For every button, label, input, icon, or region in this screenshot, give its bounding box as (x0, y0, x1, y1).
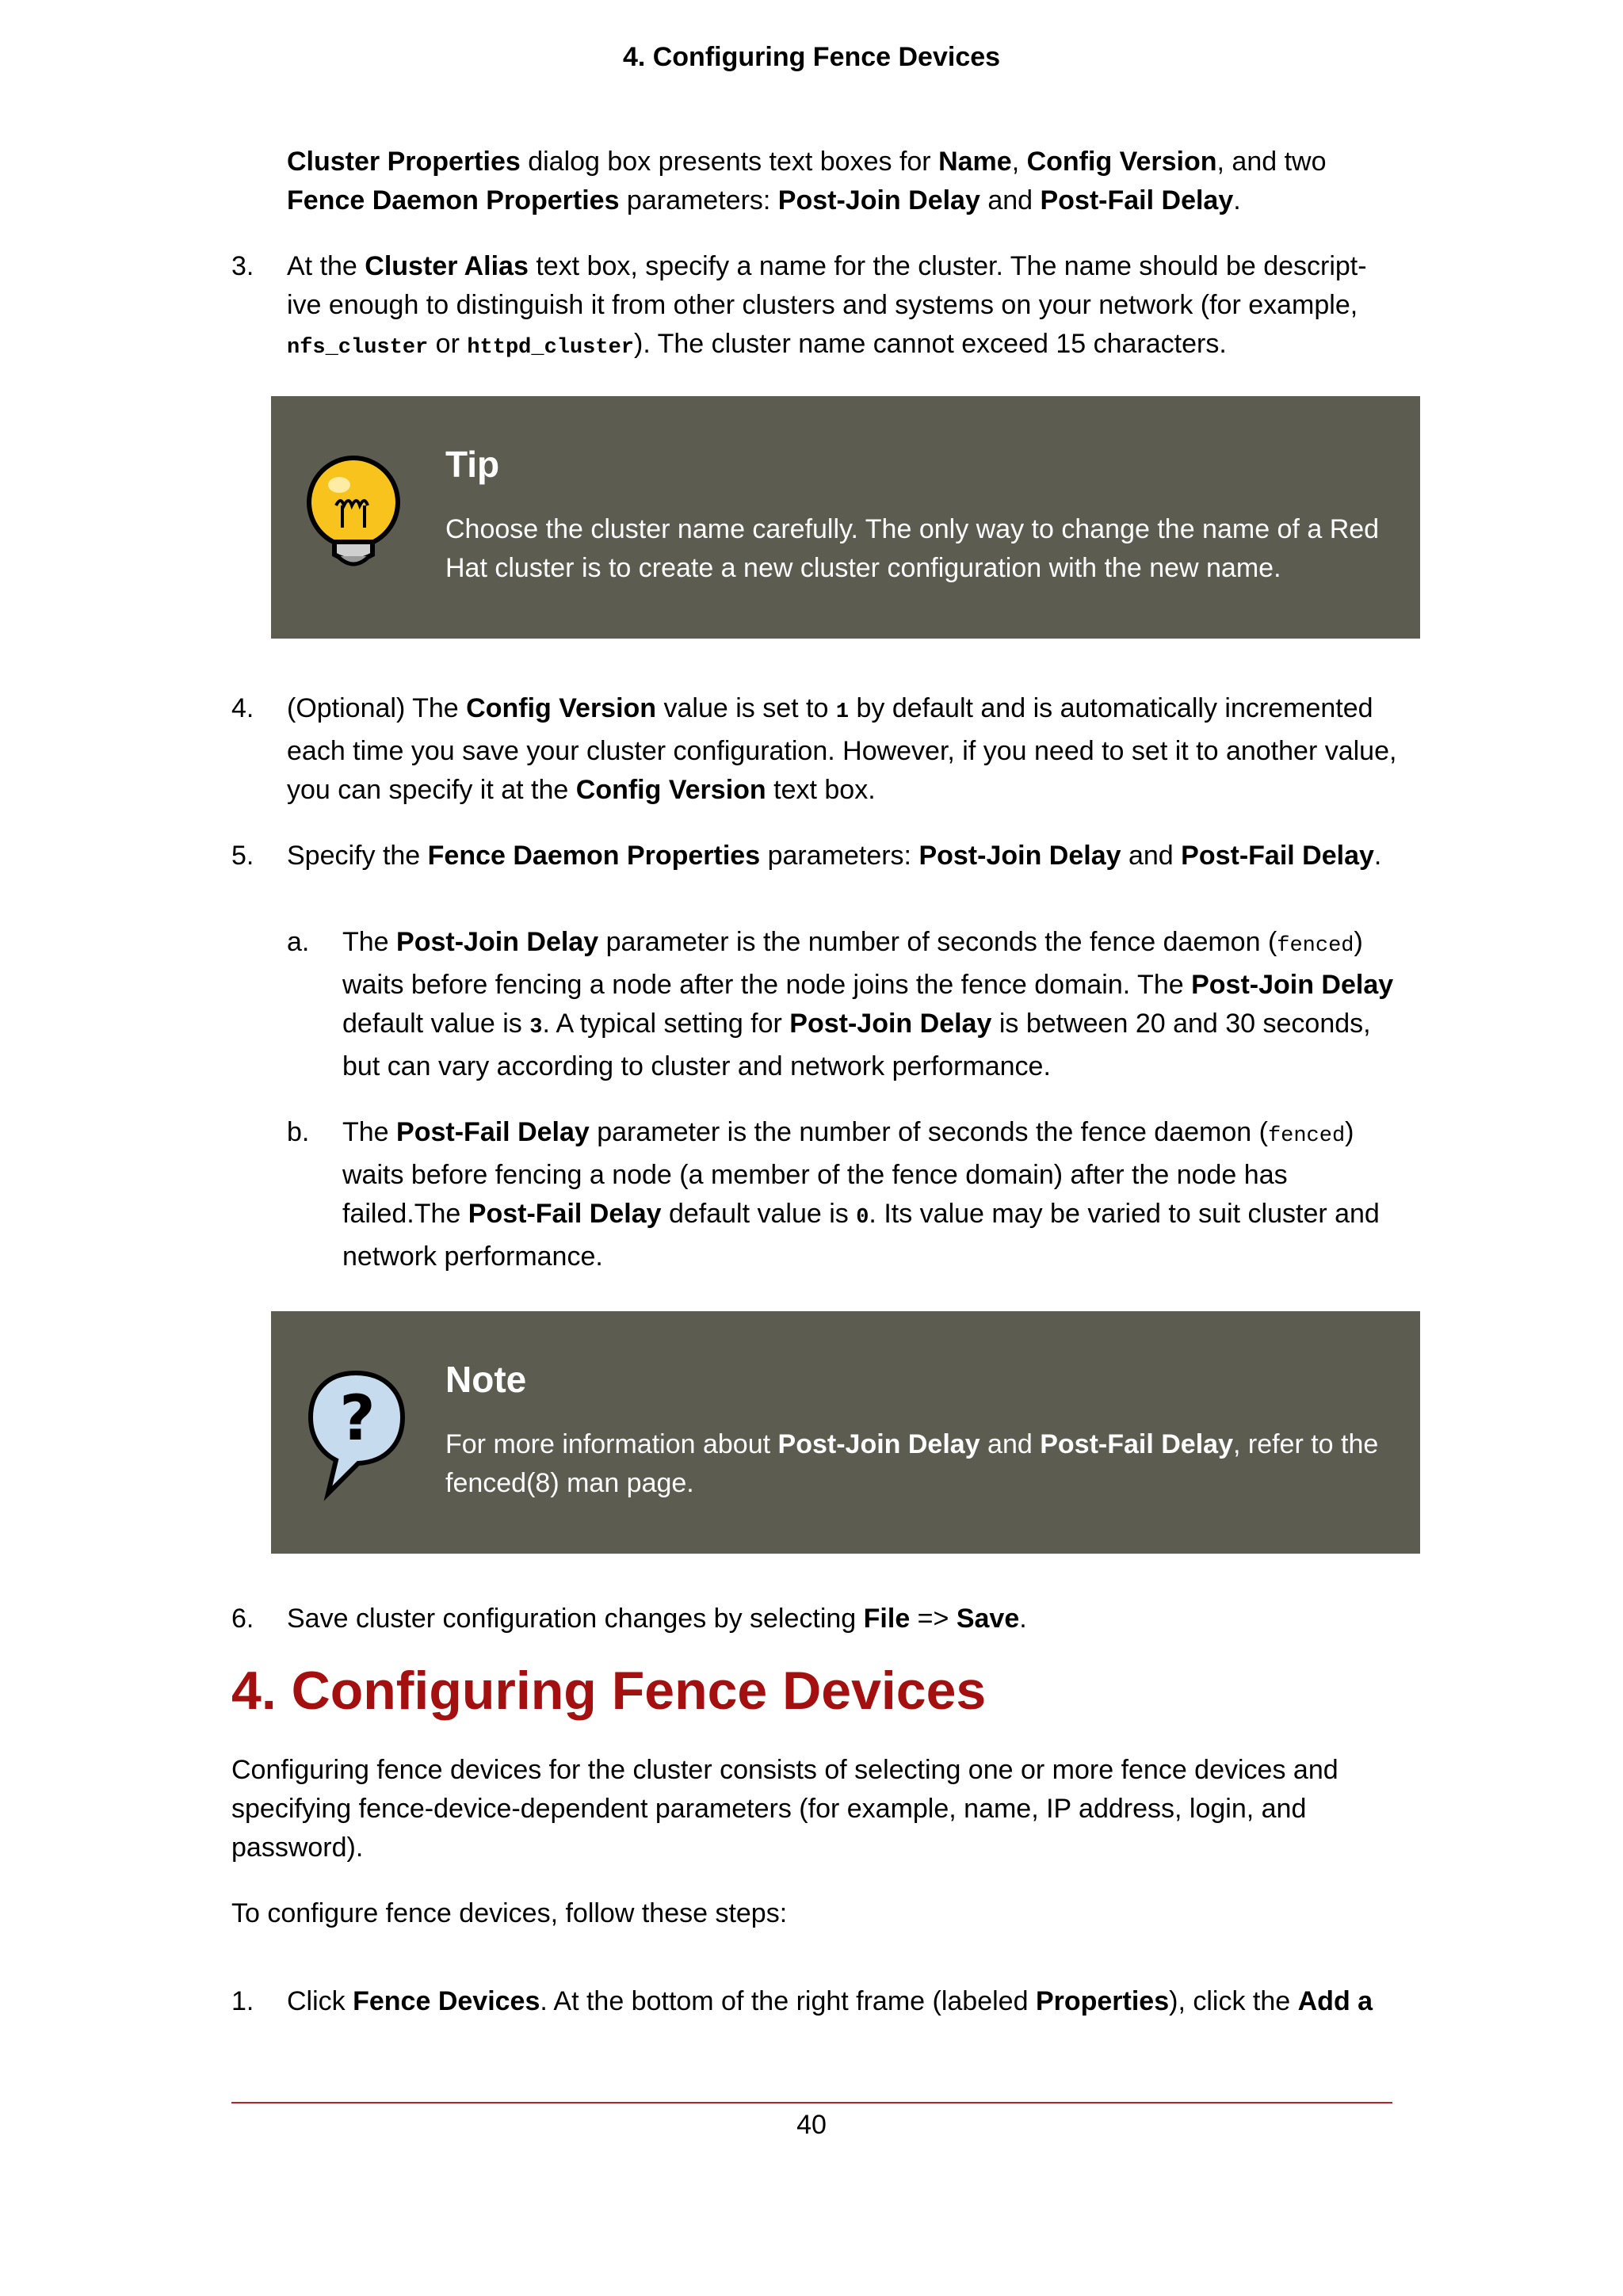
note-title: Note (445, 1359, 527, 1400)
step-6: 6. Save cluster configuration changes by selecting File => Save. (231, 1604, 1027, 1634)
tip-body: Choose the cluster name carefully. The only way to change the name of a Red Hat cluster is to create a new cluster configuration with the new name. (445, 514, 1380, 583)
intro-paragraph: Cluster Properties dialog box presents text boxes for Name, Config Version, and two Fence Daemon Properties parameters: Post-Join Delay and Post-Fail Delay. (287, 147, 1327, 215)
step-4: 4. (Optional) The Config Version value is set to 1 by default and is automatically incremented each time you save your cluster configuration. However, if you need to set it to another value, you can specify it at the Config Version text box. (231, 693, 1397, 805)
steps-lead-in: To configure fence devices, follow these steps: (231, 1898, 788, 1928)
note-body: For more information about Post-Join Delay and Post-Fail Delay, refer to the fenced(8) man page. (445, 1429, 1379, 1498)
fence-step-1: 1. Click Fence Devices. At the bottom of the right frame (labeled Properties), click the Add a (231, 1986, 1373, 2016)
running-header: 4. Configuring Fence Devices (622, 42, 1001, 72)
section-intro-paragraph: Configuring fence devices for the cluster consists of selecting one or more fence devices and specifying fence-device-dependent parameters (for example, name, IP address, login, and password). (231, 1755, 1338, 1863)
section-heading: 4. Configuring Fence Devices (231, 1661, 987, 1721)
step-3: 3. At the Cluster Alias text box, specify a name for the cluster. The name should be descript-ive enough to distinguish it from other clusters and systems on your network (for example, nfs_cluster or httpd_cluster). The cluster name cannot exceed 15 characters. (231, 251, 1367, 360)
page-content (231, 143, 1398, 2021)
footer-rule (231, 2102, 1392, 2103)
question-bubble-icon (304, 1367, 407, 1501)
tip-admonition (271, 396, 1420, 639)
svg-text:?: ? (339, 1383, 376, 1455)
step-5: 5. Specify the Fence Daemon Properties parameters: Post-Join Delay and Post-Fail Delay. (231, 841, 1382, 871)
step-5a: a. The Post-Join Delay parameter is the number of seconds the fence daemon (fenced) waits before fencing a node after the node joins the fence domain. The Post-Join Delay default value is 3. A typical setting for Post-Join Delay is between 20 and 30 seconds, but can vary according to cluster and network performance. (287, 927, 1394, 1081)
page-number: 40 (796, 2110, 827, 2140)
note-admonition (271, 1311, 1420, 1554)
step-5b: b. The Post-Fail Delay parameter is the number of seconds the fence daemon (fenced) waits before fencing a node (a member of the fence domain) after the node has failed.The Post-Fail Delay default value is 0. Its value may be varied to suit cluster and network performance. (287, 1117, 1380, 1272)
lightbulb-icon (304, 453, 407, 588)
tip-title: Tip (445, 444, 500, 485)
